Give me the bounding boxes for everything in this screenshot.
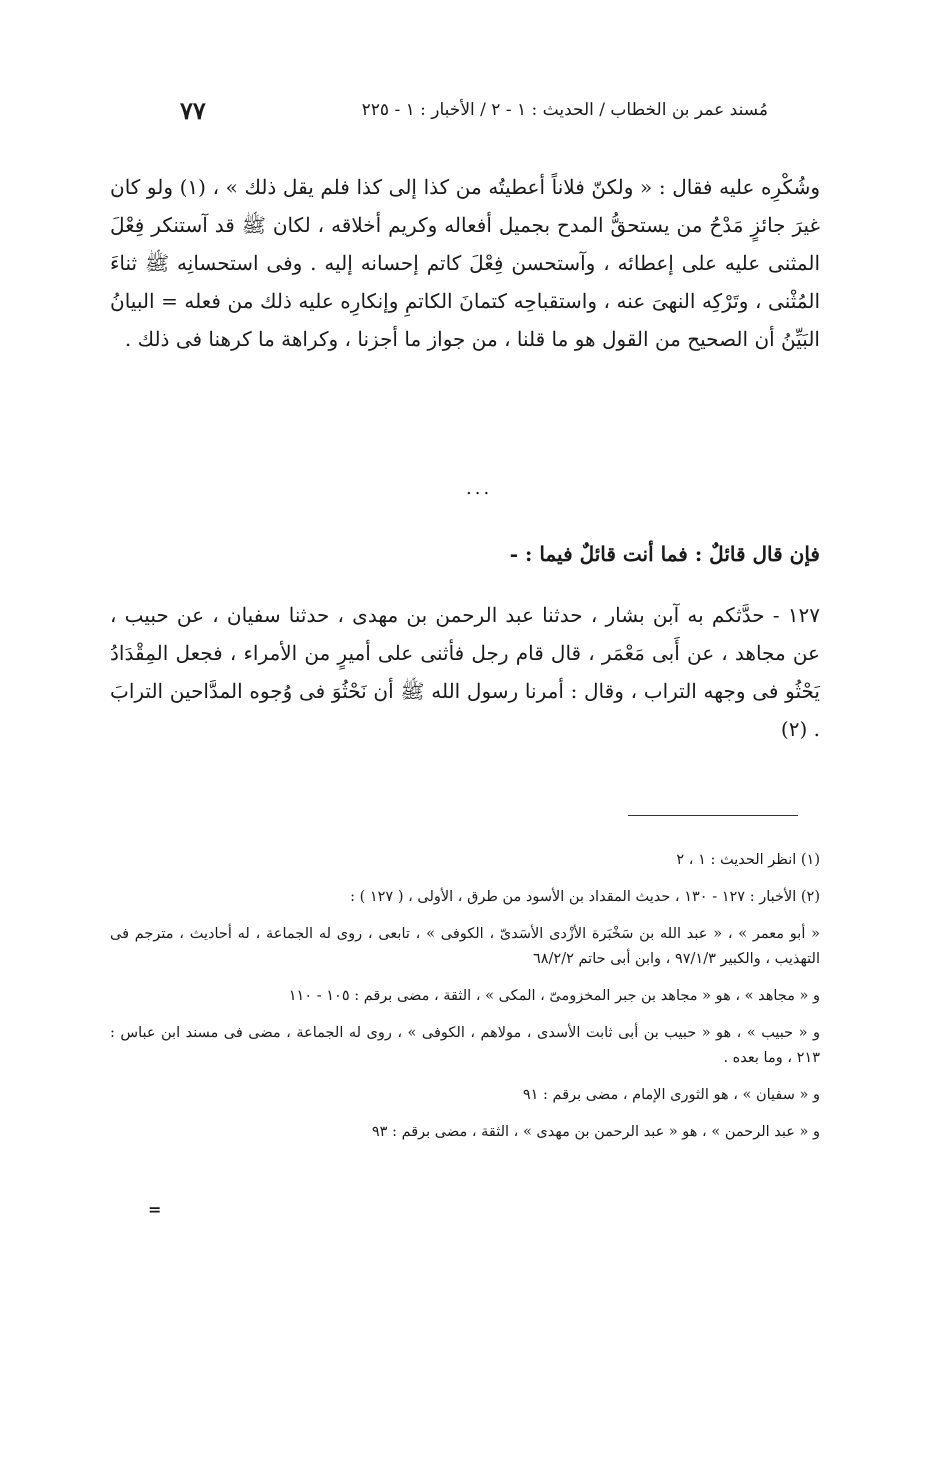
footnote-2-sufyan: و « سفيان » ، هو الثورى الإمام ، مضى برقم : ٩١ bbox=[522, 1087, 820, 1103]
footnote-2-abd-rahman: و « عبد الرحمن » ، هو « عبد الرحمن بن مهدى » ، الثقة ، مضى برقم : ٩٣ bbox=[371, 1124, 820, 1140]
body-paragraph-1 bbox=[110, 168, 820, 358]
hadith-127 bbox=[110, 596, 820, 748]
page-header bbox=[180, 96, 768, 130]
footnote-divider bbox=[628, 815, 798, 816]
body-paragraph-2 bbox=[110, 535, 820, 573]
section-separator: ... bbox=[466, 478, 493, 499]
hadith-text: ١٢٧ - حدَّثكم به آبن بشار ، حدثنا عبد الرحمن بن مهدى ، حدثنا سفيان ، عن حبيب ، عن مجاهد ، عن أَبى مَعْمَر ، قال قام رجل فأثنى على أميرٍ من الأمراء ، فجعل المِقْدَادُ يَحْثُو فى وجهه التراب ، وقال : أمرنا رسول الله ﷺ أن نَحْثُوَ فى وُجوه المدَّاحين الترابَ . (٢) bbox=[110, 603, 820, 741]
question-text: فإن قال قائلٌ : فما أنت قائلٌ فيما : - bbox=[509, 542, 820, 566]
continuation-mark: = bbox=[148, 1200, 162, 1219]
footnote-2-abu-mamar: « أبو معمر » ، « عبد الله بن سَخْبَرة الأزْدى الأسَدىّ ، الكوفى » ، تابعى ، روى له الجماعة ، له أحاديث ، مترجم فى التهذيب ، والكبير ٩٧/١/٣ ، وابن أبى حاتم ٦٨/٢/٢ bbox=[110, 926, 820, 967]
footnote-1: (١) انظر الحديث : ١ ، ٢ bbox=[676, 852, 820, 868]
footnotes bbox=[110, 848, 820, 1157]
footnote-2-habib: و « حبيب » ، هو « حبيب بن أبى ثابت الأسدى ، مولاهم ، الكوفى » ، روى له الجماعة ، مضى فى مسند ابن عباس : ٢١٣ ، وما بعده . bbox=[110, 1025, 820, 1066]
running-title: مُسند عمر بن الخطاب / الحديث : ١ - ٢ / الأخبار : ١ - ٢٢٥ bbox=[361, 100, 768, 120]
page-number: ٧٧ bbox=[180, 96, 206, 125]
paragraph-text: وشُكْرِه عليه فقال : « ولكنّ فلاناً أعطيتُه من كذا إلى كذا فلم يقل ذلك » ، (١) ولو كان غيرَ جائزٍ مَدْحُ من يستحقُّ المدح بجميل أفعاله وكريم أخلاقه ، لكان ﷺ قد آستنكر فِعْلَ المثنى عليه على إعطائه ، وآستحسن فِعْلَ كاتم إحسانه إليه . وفى استحسانِه ﷺ ثناءَ المُثْنى ، وتَرْكِه النهىَ عنه ، واستقباحِه كتمانَ الكاتمِ وإنكارِه عليه ذلك من فعله = البيانُ البَيِّنُ أن الصحيح من القول هو ما قلنا ، من جواز ما أجزنا ، وكراهة ما كرهنا فى ذلك . bbox=[110, 175, 820, 351]
footnote-2: (٢) الأخبار : ١٢٧ - ١٣٠ ، حديث المقداد بن الأسود من طرق ، الأولى ، ( ١٢٧ ) : bbox=[350, 889, 820, 905]
footnote-2-mujahid: و « مجاهد » ، هو « مجاهد بن جبر المخزومىّ ، المكى » ، الثقة ، مضى برقم : ١٠٥ - ١١٠ bbox=[288, 988, 820, 1004]
